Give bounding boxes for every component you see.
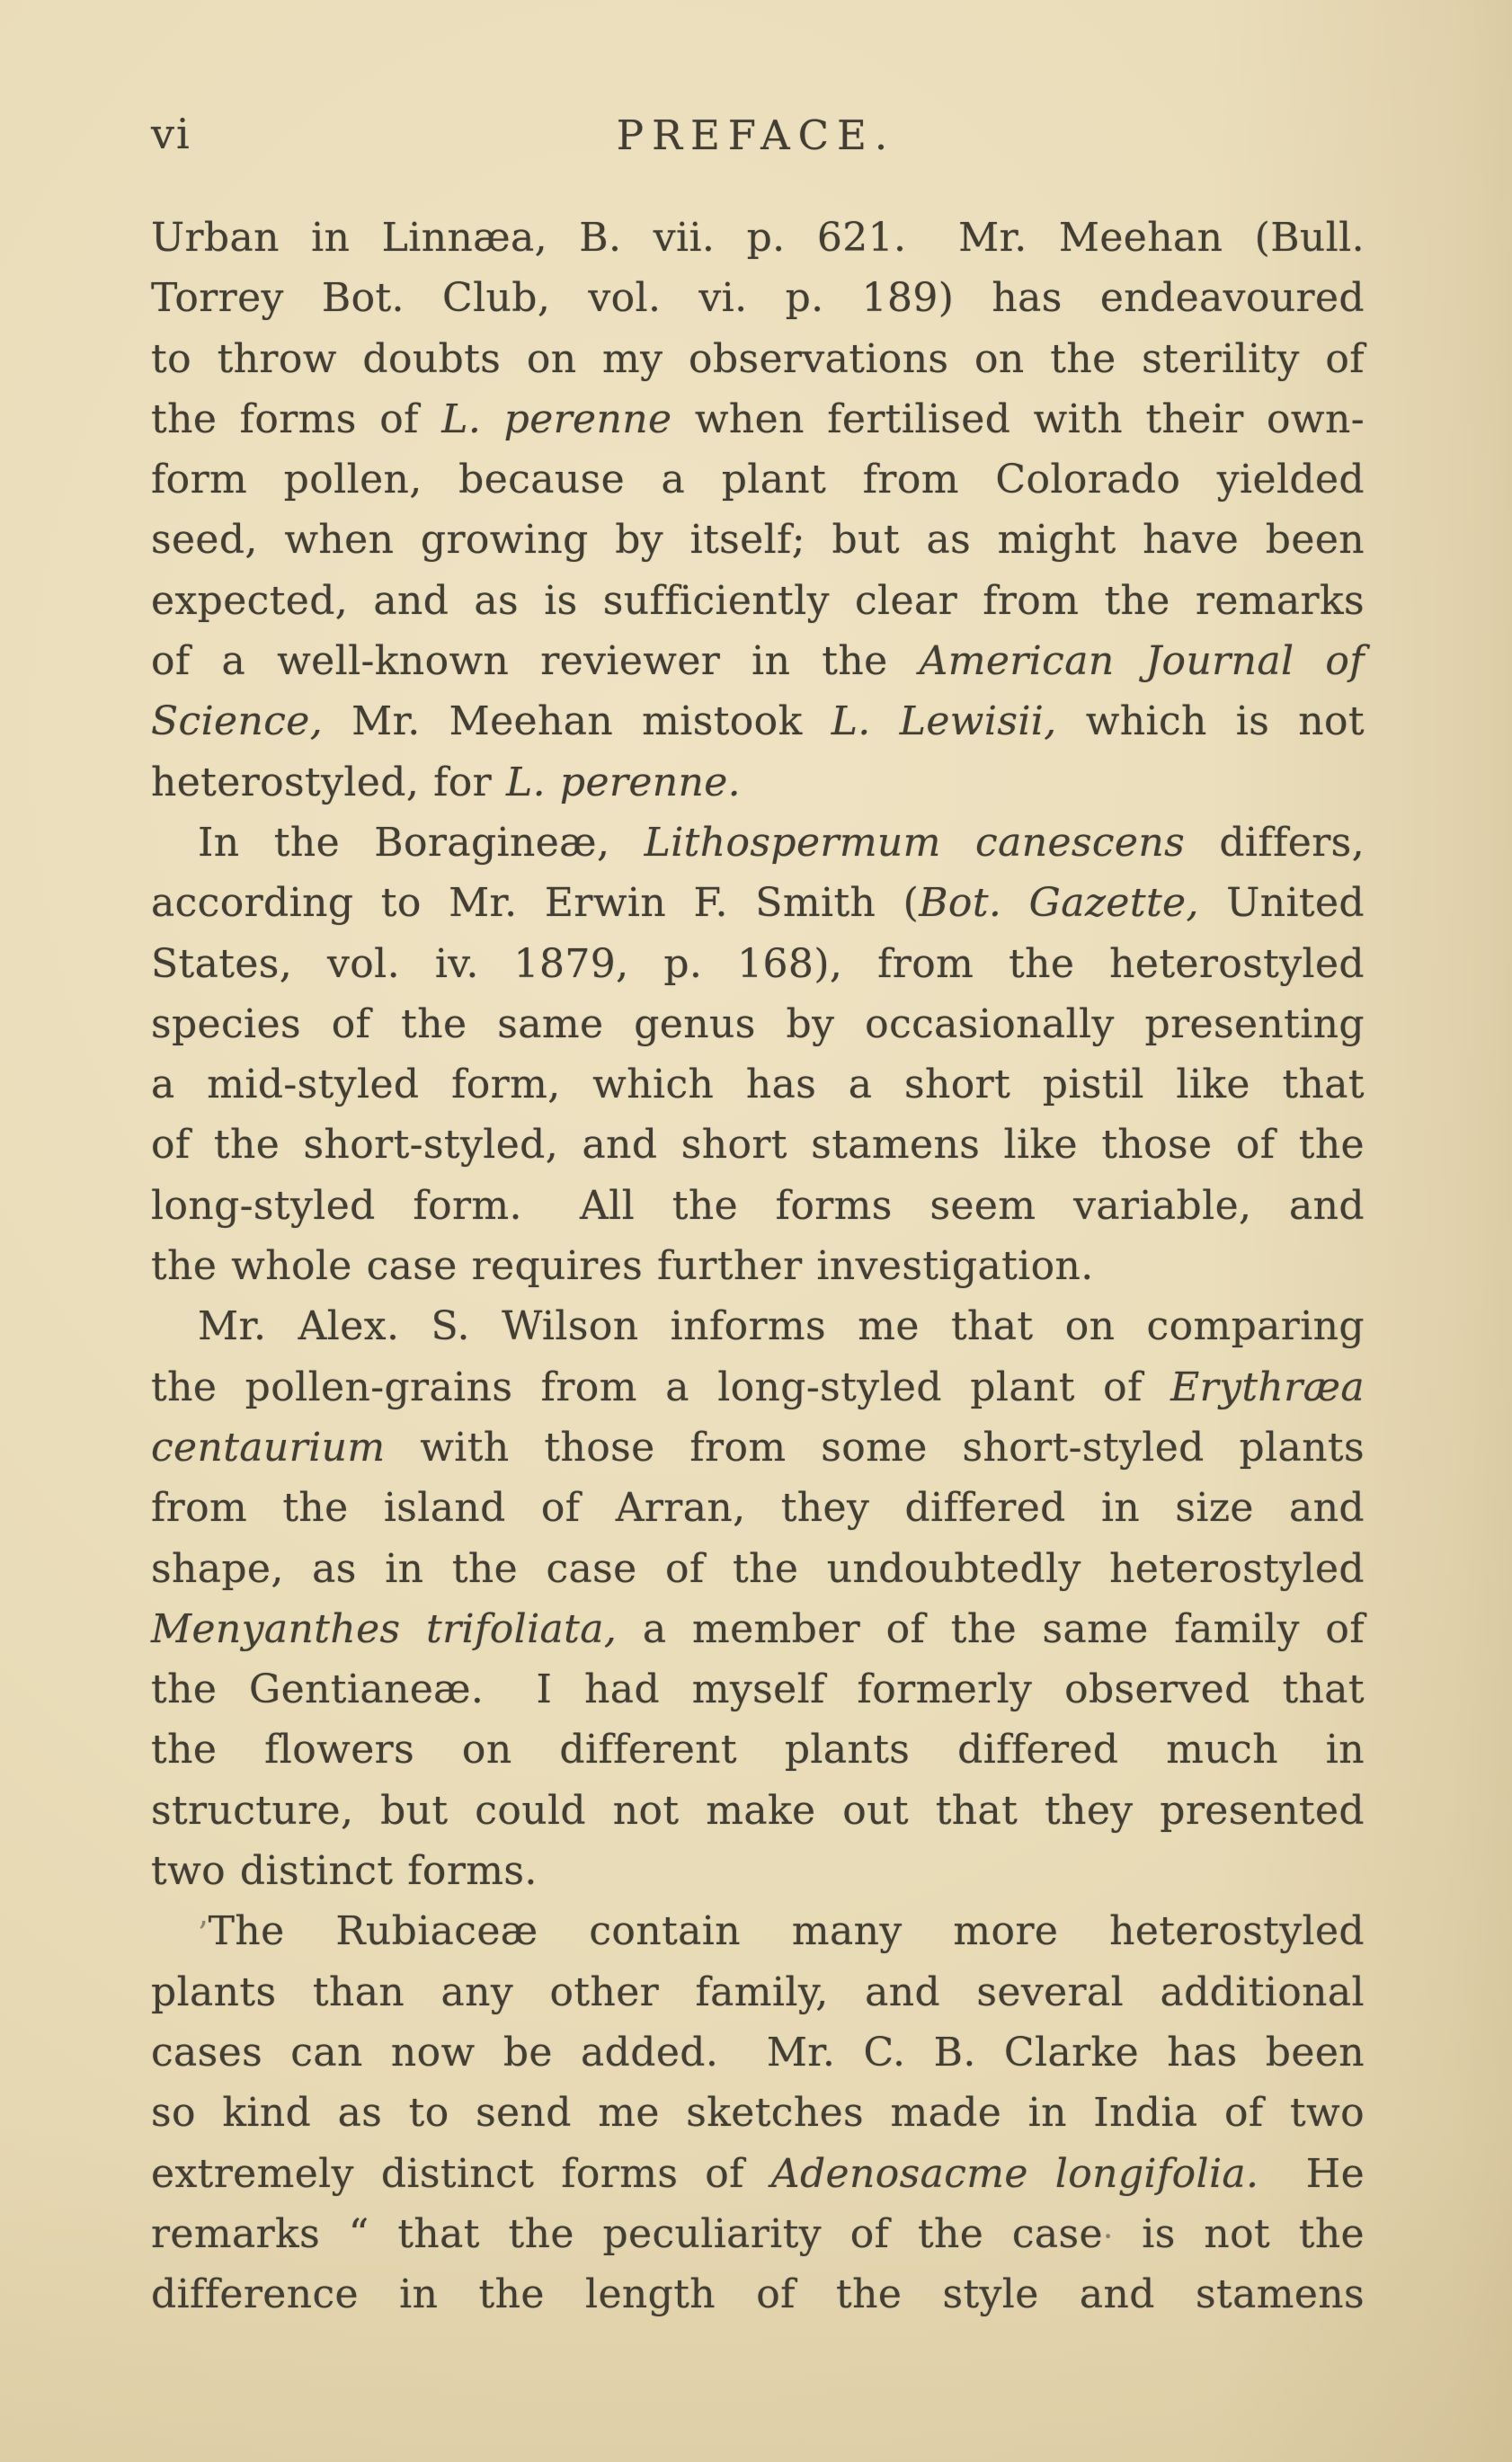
text-line	[151, 2264, 1365, 2324]
body-text: the whole case requires further investigation.	[151, 1243, 1094, 1290]
italic-text: Adenosacme longifolia.	[770, 2150, 1259, 2197]
body-text: structure, but could not make out that they presented	[151, 1787, 1365, 1834]
body-text: which is not	[1056, 698, 1365, 745]
body-text: two distinct forms.	[151, 1848, 538, 1895]
italic-text: Lithospermum canescens	[644, 819, 1186, 866]
text-line	[151, 2144, 1365, 2204]
text-line	[151, 1296, 1365, 1356]
body-text: to throw doubts on my observations on the sterility of	[151, 335, 1365, 382]
body-text: Mr. Alex. S. Wilson informs me that on comparing	[198, 1303, 1365, 1350]
text-line	[151, 1659, 1365, 1720]
text-line	[151, 329, 1365, 389]
body-text: remarks “ that the peculiarity of the case	[151, 2210, 1103, 2257]
text-line	[151, 2022, 1365, 2083]
italic-text: Erythræa	[1170, 1364, 1365, 1410]
body-text: long-styled form. All the forms seem variable, and	[151, 1182, 1365, 1229]
text-line	[151, 510, 1365, 570]
body-text: Mr. Meehan mistook	[323, 698, 832, 745]
body-text: difference in the length of the style and stamens	[151, 2271, 1365, 2318]
text-line	[151, 1357, 1365, 1418]
italic-text: American Journal of	[919, 638, 1365, 685]
text-line	[151, 1720, 1365, 1780]
body-text: extremely distinct forms of	[151, 2150, 771, 2197]
body-text: is not the	[1113, 2210, 1365, 2257]
body-text: shape, as in the case of the undoubtedly heterostyled	[151, 1545, 1365, 1592]
body-text: a member of the same family of	[617, 1605, 1365, 1652]
body-text: the flowers on different plants differed much in	[151, 1727, 1365, 1773]
body-text: form pollen, because a plant from Colorado yielded	[151, 457, 1365, 503]
body-text: of a well-known reviewer in the	[151, 638, 920, 685]
body-text: seed, when growing by itself; but as might have been	[151, 517, 1365, 564]
body-text: the pollen-grains from a long-styled plant of	[151, 1364, 1171, 1410]
text-line	[151, 449, 1365, 510]
text-line	[151, 691, 1365, 751]
body-text: In the Boragineæ,	[198, 819, 645, 866]
body-text: He	[1259, 2150, 1365, 2197]
body-text: States, vol. iv. 1879, p. 168), from the heterostyled	[151, 940, 1365, 987]
body-text: heterostyled, for	[151, 759, 506, 805]
italic-text: Science,	[151, 698, 324, 745]
italic-text: Bot. Gazette,	[919, 880, 1199, 927]
text-line	[151, 934, 1365, 994]
text-line	[151, 571, 1365, 631]
text-line	[151, 1962, 1365, 2022]
body-text: Torrey Bot. Club, vol. vi. p. 189) has endeavoured	[151, 275, 1365, 322]
body-text: with those from some short-styled plants	[385, 1424, 1365, 1471]
italic-text: L. Lewisii,	[831, 698, 1057, 745]
text-line	[151, 208, 1365, 268]
body-text: the Gentianeæ. I had myself formerly observed that	[151, 1667, 1365, 1713]
body-text: so kind as to send me sketches made in India of two	[151, 2090, 1365, 2137]
text-line	[151, 1539, 1365, 1599]
ink-speck: ·	[1102, 2218, 1114, 2255]
text-block	[151, 208, 1365, 2324]
body-text: the forms of	[151, 396, 442, 442]
body-text: from the island of Arran, they differed in size and	[151, 1485, 1365, 1532]
italic-text: L. perenne	[441, 396, 672, 442]
italic-text: L. perenne.	[506, 759, 742, 805]
text-line	[151, 813, 1365, 873]
text-line	[151, 268, 1365, 328]
body-text: The Rubiaceæ contain many more heterostyled	[208, 1908, 1365, 1955]
text-line	[151, 389, 1365, 449]
text-line	[151, 1418, 1365, 1478]
body-text: United	[1198, 880, 1365, 927]
running-title: PREFACE.	[616, 111, 896, 159]
body-text: Urban in Linnæa, B. vii. p. 621. Mr. Meehan (Bull.	[151, 215, 1365, 261]
text-line	[151, 1781, 1365, 1841]
text-line	[151, 994, 1365, 1054]
text-line	[151, 1054, 1365, 1115]
text-line	[151, 1599, 1365, 1659]
body-text: according to Mr. Erwin F. Smith (	[151, 880, 920, 927]
text-line	[151, 1841, 1365, 1901]
text-line	[151, 1176, 1365, 1236]
ink-speck: ’	[198, 1915, 209, 1953]
italic-text: centaurium	[151, 1424, 386, 1471]
text-line	[151, 2083, 1365, 2143]
page-number: vi	[151, 110, 191, 158]
body-text: of the short-styled, and short stamens like those of the	[151, 1122, 1365, 1169]
body-text: cases can now be added. Mr. C. B. Clarke has been	[151, 2029, 1365, 2075]
text-line	[151, 1478, 1365, 1538]
text-line	[151, 1901, 1365, 1961]
body-text: when fertilised with their own-	[672, 396, 1365, 442]
body-text: a mid-styled form, which has a short pistil like that	[151, 1062, 1365, 1108]
text-line	[151, 631, 1365, 691]
text-line	[151, 873, 1365, 933]
text-line	[151, 1115, 1365, 1175]
text-line	[151, 2204, 1365, 2264]
body-text: species of the same genus by occasionally presenting	[151, 1000, 1365, 1047]
text-line	[151, 752, 1365, 813]
body-text: expected, and as is sufficiently clear from the remarks	[151, 577, 1365, 624]
body-text: differs,	[1185, 819, 1365, 866]
italic-text: Menyanthes trifoliata,	[151, 1605, 618, 1652]
body-text: plants than any other family, and several additional	[151, 1969, 1365, 2015]
text-line	[151, 1236, 1365, 1296]
